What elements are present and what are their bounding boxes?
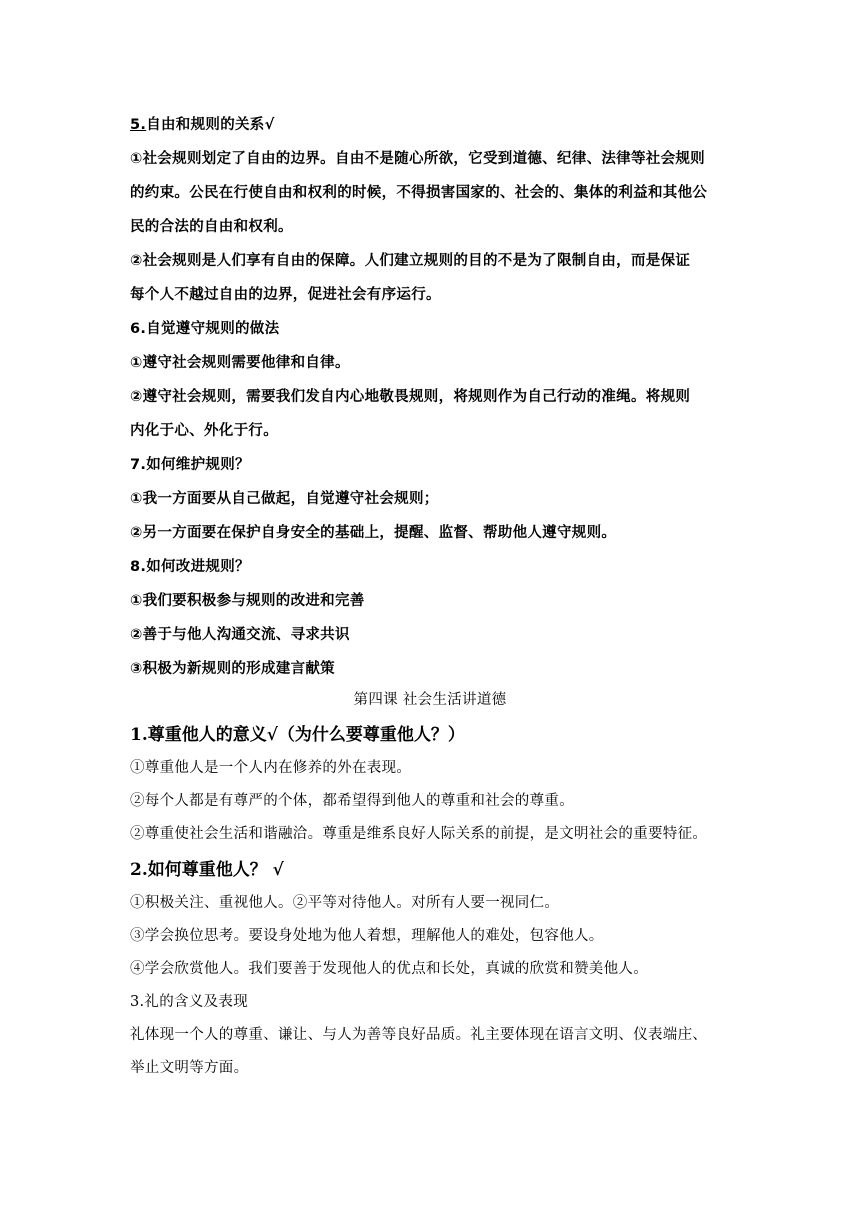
- paragraph-line: ②每个人都是有尊严的个体，都希望得到他人的尊重和社会的尊重。: [130, 793, 574, 809]
- paragraph-line: 的约束。公民在行使自由和权利的时候，不得损害国家的、社会的、集体的利益和其他公: [130, 185, 708, 201]
- checkmark: √: [264, 117, 275, 133]
- paragraph-line: ①社会规则划定了自由的边界。自由不是随心所欲，它受到道德、纪律、法律等社会规则: [130, 151, 705, 167]
- paragraph-line: ①积极关注、重视他人。②平等对待他人。对所有人要一视同仁。: [130, 895, 560, 911]
- paragraph-line: ②尊重使社会生活和谐融洽。尊重是维系良好人际关系的前提，是文明社会的重要特征。: [130, 826, 708, 842]
- heading-6: 6.自觉遵守规则的做法: [130, 321, 280, 337]
- lesson-title: 第四课 社会生活讲道德: [353, 692, 507, 708]
- paragraph-line: ①遵守社会规则需要他律和自律。: [130, 355, 350, 371]
- heading-5: [130, 113, 275, 134]
- heading-5-text: 自由和规则的关系: [146, 117, 265, 133]
- lesson-heading-2: 2.如何尊重他人？ √: [130, 860, 284, 880]
- paragraph-line: ③学会换位思考。要设身处地为他人着想，理解他人的难处，包容他人。: [130, 928, 604, 944]
- paragraph-line: ①我们要积极参与规则的改进和完善: [130, 593, 365, 609]
- paragraph-line: ②另一方面要在保护自身安全的基础上，提醒、监督、帮助他人遵守规则。: [130, 525, 617, 541]
- heading-7: 7.如何维护规则？: [130, 457, 250, 473]
- paragraph-line: ②善于与他人沟通交流、寻求共识: [130, 627, 350, 643]
- paragraph-line: 礼体现一个人的尊重、谦让、与人为善等良好品质。礼主要体现在语言文明、仪表端庄、: [130, 1027, 708, 1043]
- paragraph-line: 举止文明等方面。: [130, 1060, 249, 1076]
- paragraph-line: 民的合法的自由和权利。: [130, 219, 293, 235]
- paragraph-line: ②社会规则是人们享有自由的保障。人们建立规则的目的不是为了限制自由，而是保证: [130, 253, 691, 269]
- paragraph-line: ①尊重他人是一个人内在修养的外在表现。: [130, 760, 412, 776]
- lesson-heading-3: 3.礼的含义及表现: [130, 994, 249, 1010]
- heading-5-number: 5.: [130, 117, 147, 133]
- paragraph-line: ②遵守社会规则，需要我们发自内心地敬畏规则，将规则作为自己行动的准绳。将规则: [130, 389, 691, 405]
- paragraph-line: 每个人不越过自由的边界，促进社会有序运行。: [130, 287, 441, 303]
- paragraph-line: ①我一方面要从自己做起，自觉遵守社会规则；: [130, 491, 439, 507]
- lesson-heading-1: 1.尊重他人的意义√（为什么要尊重他人？）: [130, 725, 465, 745]
- paragraph-line: ④学会欣赏他人。我们要善于发现他人的优点和长处，真诚的欣赏和赞美他人。: [130, 961, 648, 977]
- paragraph-line: ③积极为新规则的形成建言献策: [130, 661, 335, 677]
- paragraph-line: 内化于心、外化于行。: [130, 423, 278, 439]
- heading-8: 8.如何改进规则？: [130, 559, 250, 575]
